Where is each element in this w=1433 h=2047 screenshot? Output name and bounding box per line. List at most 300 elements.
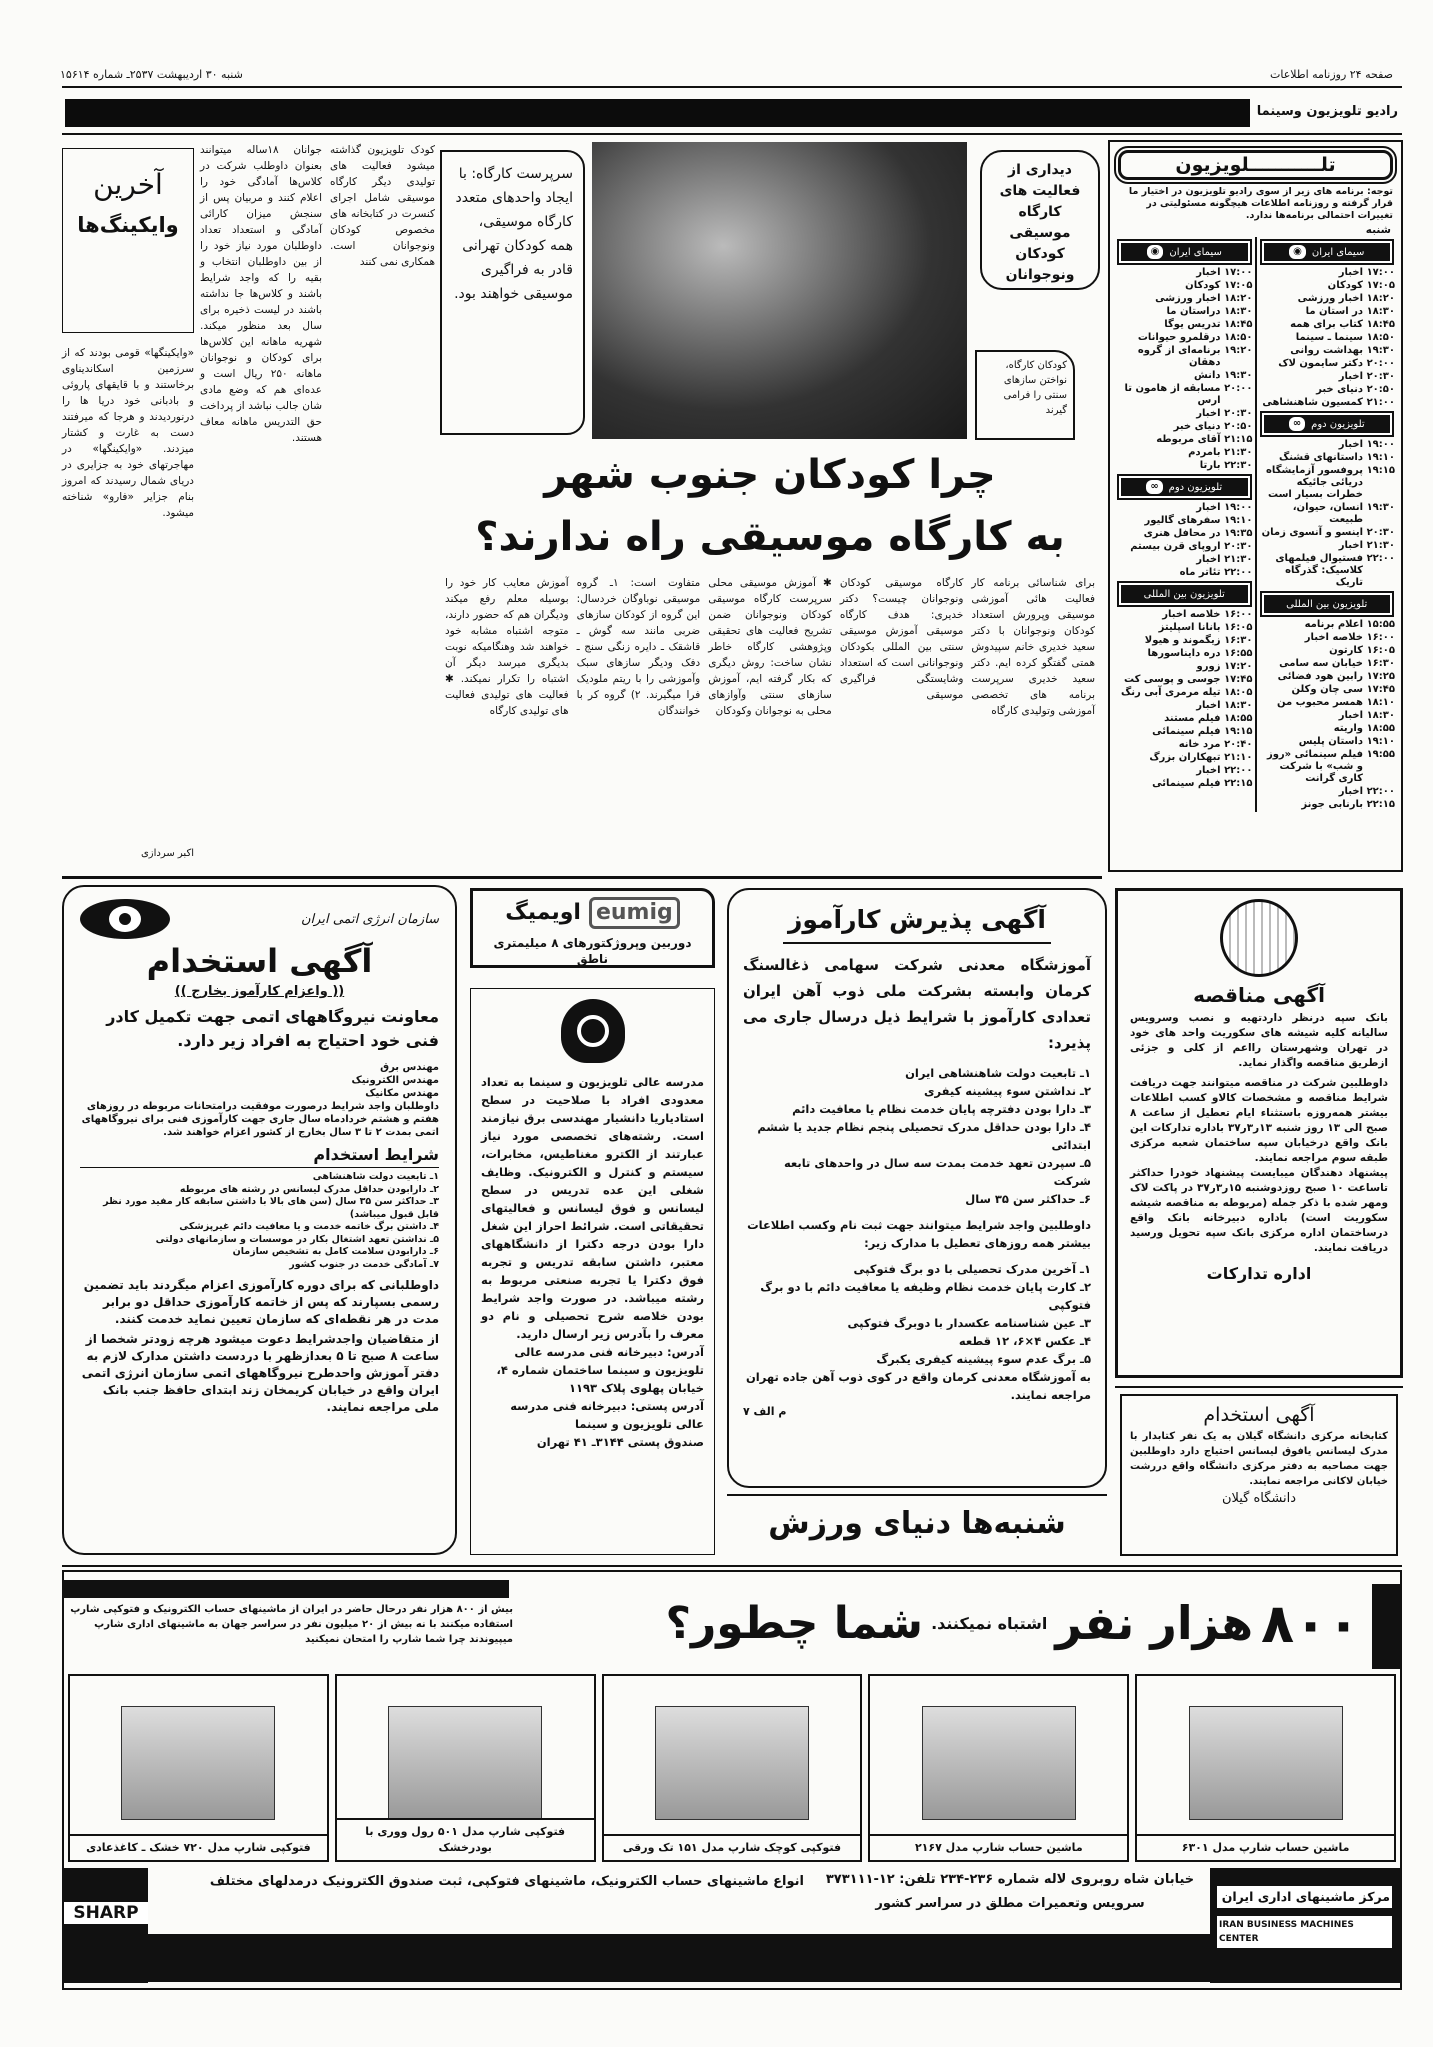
- product-caption: ماشین حساب شارپ مدل ۲۱۶۷: [870, 1834, 1127, 1860]
- schedule-row: [1116, 567, 1253, 579]
- program-time: ۱۸:۳۰: [1366, 710, 1395, 721]
- list-item: ۴ـ داشتن برگ خاتمه خدمت و یا معافیت دائم غیرپزشکی: [179, 1221, 439, 1232]
- center-address: خیابان شاه روبروی لاله شماره ۲۳۶-۲۳۴ تلفن: ۱۲-۳۷۳۱۱۱: [825, 1872, 1195, 1887]
- ad-title: آگهی استخدام: [146, 942, 373, 980]
- page-number: صفحه ۲۴ روزنامه اطلاعات: [1269, 68, 1393, 81]
- program-time: ۲۰:۴۰: [1224, 739, 1253, 750]
- ad-lead: معاونت نیروگاههای اتمی جهت تکمیل کادر فنی خود احتیاج به افراد زیر دارد.: [106, 1007, 439, 1050]
- schedule-row: [1259, 293, 1396, 305]
- aeoi-logo-icon: [80, 899, 170, 939]
- program-time: ۱۵:۵۵: [1366, 619, 1395, 630]
- program-time: ۱۹:۳۵: [1224, 528, 1253, 539]
- product-image: [121, 1706, 275, 1820]
- program-time: ۱۹:۱۵: [1366, 465, 1395, 476]
- channel-header: [1119, 476, 1250, 498]
- headline-line-1: چرا کودکان جنوب شهر: [544, 452, 996, 498]
- program-title: دکتر سایمون لاک: [1278, 358, 1363, 369]
- program-title: تیله مرمری آبی رنگ: [1121, 687, 1221, 698]
- program-time: ۱۷:۰۰: [1366, 267, 1395, 278]
- vikings-body: «وایکینگها» قومی بودند که از سرزمین اسکاندیناوی برخاستند و با قایقهای پاروئی و بادبانی خود دریا ها را درنوردیدند و هرجا که میرفتند دست به غارت و کشتار میزدند. «وایکینگها» در مهاجرتهای خود به جزایری در دریای شمال رسیدند که امروز بنام جزایر «فارو» شناخته میشود.: [62, 347, 194, 519]
- center-name: مرکز ماشینهای اداری ایران: [1217, 1886, 1392, 1908]
- program-time: ۱۸:۱۰: [1366, 697, 1395, 708]
- schedule-row: [1259, 345, 1396, 357]
- schedule-row: [1116, 267, 1253, 279]
- program-time: ۱۸:۰۵: [1224, 687, 1253, 698]
- program-title: سی چان وکلن: [1291, 684, 1363, 695]
- product-caption: ماشین حساب شارپ مدل ۶۳۰۱: [1137, 1834, 1394, 1860]
- vikings-title-2: وایکینگ‌ها: [77, 213, 179, 237]
- job-item: مهندس برق: [380, 1062, 439, 1073]
- program-time: ۱۸:۵۰: [1224, 332, 1253, 343]
- channel-header: [1262, 241, 1393, 263]
- list-item: ۱ـ تابعیت دولت شاهنشاهی ایران: [905, 1066, 1091, 1080]
- article-column: جوانان ۱۸ساله میتوانند بعنوان داوطلب شرکت در کلاس‌ها آمادگی خود را اعلام کنند و مربیان پس از سنجش میزان کارائی آمادگی و استعداد تعداد داوطلبان مورد نیاز خود را از بین داوطلبان انتخاب و بقیه را که واجد شرایط باشند و کلاس‌ها جا نداشته باشند در لیست ذخیره برای سال بعد منظور میکند. شهریه ماهانه این کلاس‌ها برای کودکان و نوجوانان ماهانه ۲۵۰ ریال است و عده‌ای هم که وضع مادی شان جالب نباشد از پرداخت حق التدریس ماهانه معاف هستند.: [200, 144, 322, 444]
- ad-paragraph: از متقاضیان واجدشرایط دعوت میشود هرچه زودتر شخصا از ساعت ۸ صبح تا ۵ بعدازظهر با دردست داشتن مدارک لازم به دفتر آموزش واحدطرح نیروگاههای اتمی سازمان انرژی اتمی ایران واقع در خیابان کریمخان زند ابتدای حافظ جنب بانک ملی مراجعه نمایند.: [81, 1332, 439, 1414]
- eumig-ad: [470, 888, 715, 968]
- program-title: اخبار ورزشی: [1297, 293, 1363, 304]
- program-time: ۱۹:۱۰: [1366, 452, 1395, 463]
- program-time: ۱۶:۰۵: [1366, 645, 1395, 656]
- program-time: ۲۲:۱۵: [1224, 778, 1253, 789]
- section-banner: [65, 99, 1250, 127]
- program-title: فیلم سینمائی: [1152, 778, 1221, 789]
- program-time: ۱۹:۳۰: [1224, 370, 1253, 381]
- ad-paragraph: داوطلبین شرکت در مناقصه میتوانند جهت دریافت شرایط مناقصه و مشخصات کالاو کسب اطلاعات بیشتر همه‌روزه باستثناء ایام تعطیل از ساعت ۸ صبح الی ۱۳ روز شنبه ۱۳ر۳ر۳۷ باداره تدارکات این بانک واقع درخیابان سپه ساختمان شعبه مرکزی طبقه سوم مراجعه نمایند.: [1130, 1077, 1388, 1164]
- channel-name: تلویزیون دوم: [1168, 481, 1223, 493]
- ad-lead: آموزشگاه معدنی شرکت سهامی ذغالسنگ کرمان وابسته بشرکت ملی ذوب آهن ایران تعدادی کارآموز با شرایط ذیل درسال جاری می پذیرد:: [743, 956, 1091, 1052]
- photo-caption: کودکان کارگاه، نواختن سازهای سنتی را فرامی گیرند: [975, 350, 1075, 440]
- program-time: ۱۸:۵۵: [1224, 713, 1253, 724]
- program-title: اخبار: [1338, 371, 1363, 382]
- schedule-row: [1259, 684, 1396, 696]
- program-title: پروفسور آزمایشگاه دریائی جائیکه خطرات بسیار است: [1266, 465, 1363, 500]
- product-card: [602, 1674, 863, 1862]
- list-item: ۴ـ دارا بودن حداقل مدرک تحصیلی پنجم نظام جدید یا ششم ابتدائی: [757, 1120, 1091, 1152]
- eumig-tagline: دوربین وپروژکتورهای ۸ میلیمتری ناطق: [493, 936, 692, 966]
- program-time: ۲۱:۳۰: [1224, 554, 1253, 565]
- program-time: ۲۱:۳۰: [1366, 540, 1395, 551]
- schedule-row: [1116, 528, 1253, 540]
- program-title: خلاصه اخبار: [1304, 632, 1363, 643]
- section-title: رادیو تلویزیون وسینما: [1256, 104, 1398, 119]
- program-time: ۱۸:۲۰: [1366, 293, 1395, 304]
- tv-columns: [1114, 237, 1397, 812]
- schedule-row: [1259, 306, 1396, 318]
- product-card: [335, 1674, 596, 1862]
- schedule-row: [1259, 799, 1396, 811]
- tv-schedule: [1108, 140, 1403, 872]
- program-time: ۱۹:۰۰: [1366, 439, 1395, 450]
- photo-child-playing-santur: [592, 142, 967, 439]
- program-title: اخبار: [1338, 267, 1363, 278]
- list-item: ۱ـ آخرین مدرک تحصیلی با دو برگ فتوکپی: [853, 1262, 1091, 1276]
- article-column: کارگاه موسیقی کودکان ونوجوانان چیست؟ دکتر خدیری: هدف کارگاه موسیقی آموزش موسیقی سنتی بین المللی بکودکان ونوجوانانی است که استعداد وشایستگی فراگیری موسیقی: [839, 577, 964, 701]
- program-title: مرد خانه: [1178, 739, 1221, 750]
- schedule-row: [1116, 502, 1253, 514]
- eumig-name-fa: اویمیگ: [505, 900, 581, 925]
- job-item: مهندس الکترونیک: [351, 1075, 439, 1086]
- program-title: درقلمرو حیوانات: [1137, 332, 1221, 343]
- program-title: دنیای خبر: [1316, 384, 1363, 395]
- program-title: بارتا: [1199, 460, 1221, 471]
- schedule-row: [1116, 713, 1253, 725]
- program-title: اعلام برنامه: [1304, 619, 1363, 630]
- vikings-title-box: [62, 148, 194, 333]
- article-column: متفاوت است: ۱ـ گروه موسیقی نوباوگان خردسال: این گروه از کودکان سازهای ضربی مانند سه گوش ـ قاشقک ـ دایره زنگی سنج ـ دفک ودیگر سازهای سبک وآموزشی را با ریتم ملودیک فرا میگیرند. ۲) گروه کر با خوانندگان: [576, 577, 701, 717]
- schedule-row: [1116, 554, 1253, 566]
- schedule-row: [1116, 306, 1253, 318]
- schedule-row: [1116, 408, 1253, 420]
- schedule-row: [1116, 674, 1253, 686]
- ad-paragraph: بانک سپه درنظر داردتهیه و نصب وسرویس سالیانه کلیه شیشه های سکوریت واحد های خود در تهران وشهرستان رااعم از کلی و جزئی ازطریق مناقصه واگذار نماید.: [1130, 1012, 1388, 1069]
- article-column: کودک تلویزیون گذاشته میشود فعالیت های تولیدی دیگر کارگاه موسیقی شامل اجرای کنسرت در کتابخانه های مخصوص کودکان ونوجوانان است. همکاری نمی کنند: [330, 144, 435, 268]
- ad-signature: اداره تدارکات: [1206, 1264, 1312, 1283]
- program-time: ۱۸:۳۰: [1224, 306, 1253, 317]
- headline-number: ۸۰۰: [1261, 1591, 1360, 1655]
- decorative-bar: [1372, 1584, 1400, 1669]
- headline: [445, 444, 1095, 568]
- program-title: همسر محبوب من: [1277, 697, 1363, 708]
- program-title: دراستان ما: [1166, 306, 1221, 317]
- schedule-row: [1259, 658, 1396, 670]
- program-title: دانش: [1194, 370, 1221, 381]
- schedule-row: [1259, 723, 1396, 735]
- list-item: ۵ـ برگ عدم سوء پیشینه کیفری یکبرگ: [876, 1352, 1091, 1366]
- schedule-row: [1116, 383, 1253, 407]
- program-title: برنامه‌ای از گروه دهقان: [1137, 345, 1221, 368]
- schedule-row: [1259, 645, 1396, 657]
- program-time: ۱۷:۰۰: [1224, 267, 1253, 278]
- decorative-bar: [64, 1580, 509, 1598]
- schedule-row: [1116, 622, 1253, 634]
- divider: [727, 1494, 1107, 1496]
- program-title: کتاب برای همه: [1290, 319, 1363, 330]
- conditions-list: [80, 1171, 439, 1271]
- program-time: ۱۸:۳۰: [1366, 306, 1395, 317]
- program-time: ۱۷:۰۵: [1224, 280, 1253, 291]
- program-title: اخبار: [1196, 408, 1221, 419]
- tv-day: شنبه: [1365, 224, 1391, 236]
- list-item: ۳ـ عین شناسنامه عکسدار با دوبرگ فتوکپی: [847, 1316, 1091, 1330]
- program-time: ۱۶:۰۰: [1224, 609, 1253, 620]
- program-title: اخبار: [1338, 439, 1363, 450]
- program-title: اخبار: [1196, 554, 1221, 565]
- headline-question: شما چطور؟: [665, 1597, 924, 1649]
- documents-list: [743, 1260, 1091, 1368]
- program-title: سینما ـ سینما: [1295, 332, 1363, 343]
- sharp-headline: [520, 1578, 1360, 1668]
- schedule-row: [1116, 700, 1253, 712]
- program-time: ۱۸:۴۵: [1224, 319, 1253, 330]
- list-item: ۲ـ نداشتن سوء پیشینه کیفری: [923, 1084, 1091, 1098]
- schedule-row: [1259, 319, 1396, 331]
- program-title: بانانا اسپلیتز: [1158, 622, 1221, 633]
- schedule-row: [1259, 786, 1396, 798]
- program-time: ۲۰:۳۰: [1366, 527, 1395, 538]
- school-body: مدرسه عالی تلویزیون و سینما به تعداد معدودی افراد با صلاحیت در سطح استادیاریا دانشیار مهندسی برق نیازمند است. رشته‌های تخصصی مورد نیاز عبارتند از الکترو مغناطیس، مخابرات، سیستم و کنترل و الکترونیک. وظایف شغلی این عده تدریس در سطح لیسانس و فوق لیسانس و فعالیتهای تحقیقاتی است. شرائط احراز این شغل دارا بودن درجه دکترا از دانشگاههای معتبر، داشتن سابقه تدریس و تجربه فوق دکترا یا تجربه صنعتی مربوط به رشته میباشد. در صورت واجد شرایط بودن خلاصه شرح تحصیلی و نام دو معرف را بآدرس زیر ارسال دارید.: [481, 1075, 704, 1341]
- divider: [62, 876, 1102, 879]
- program-title: داستان پلیس: [1298, 736, 1363, 747]
- program-title: جوسی و پوسی کت: [1124, 674, 1221, 685]
- product-image: [1189, 1706, 1343, 1820]
- product-caption: فتوکپی شارپ مدل ۷۲۰ خشک ـ کاغذعادی: [70, 1834, 327, 1860]
- camera-icon: ◉: [1147, 245, 1164, 259]
- schedule-row: [1259, 619, 1396, 631]
- org-name: سازمان انرژی اتمی ایران: [301, 911, 439, 927]
- program-time: ۱۸:۴۵: [1366, 319, 1395, 330]
- schedule-row: [1259, 465, 1396, 501]
- program-title: اروپای قرن بیستم: [1130, 541, 1221, 552]
- program-time: ۲۲:۰۰: [1224, 765, 1253, 776]
- sharp-logo: SHARP: [64, 1902, 148, 1924]
- program-title: کودکان: [1185, 280, 1221, 291]
- product-card: [68, 1674, 329, 1862]
- list-item: ۵ـ سپردن تعهد خدمت بمدت سه سال در واحدهای تابعه شرکت: [783, 1156, 1091, 1188]
- program-time: ۱۸:۵۰: [1366, 332, 1395, 343]
- program-title: اخبار: [1338, 710, 1363, 721]
- channel-header: [1262, 413, 1393, 435]
- program-time: ۱۹:۰۰: [1224, 502, 1253, 513]
- program-time: ۱۶:۵۵: [1224, 648, 1253, 659]
- program-time: ۱۹:۲۰: [1224, 345, 1253, 356]
- schedule-row: [1116, 739, 1253, 751]
- schedule-row: [1116, 752, 1253, 764]
- list-item: ۵ـ نداشتن تعهد اشتغال بکار در موسسات و سازمانهای دولتی: [155, 1233, 439, 1245]
- program-title: کارتون: [1329, 645, 1363, 656]
- schedule-row: [1259, 553, 1396, 589]
- schedule-row: [1116, 280, 1253, 292]
- program-title: در محافل هنری: [1143, 528, 1221, 539]
- schedule-row: [1259, 736, 1396, 748]
- product-image: [388, 1706, 542, 1820]
- schedule-row: [1259, 439, 1396, 451]
- program-time: ۱۷:۴۵: [1224, 674, 1253, 685]
- school-address: آدرس: دبیرخانه فنی مدرسه عالی تلویزیون و سینما ساختمان شماره ۴، خیابان پهلوی پلاک ۱۱۹۳: [496, 1345, 704, 1395]
- atomic-energy-ad: [62, 885, 457, 1555]
- product-image: [655, 1706, 809, 1820]
- program-time: ۱۶:۳۰: [1366, 658, 1395, 669]
- program-time: ۱۸:۵۵: [1366, 723, 1395, 734]
- schedule-row: [1116, 778, 1253, 790]
- program-title: خیابان سه سامی: [1279, 658, 1363, 669]
- program-time: ۲۱:۱۵: [1224, 434, 1253, 445]
- ad-title: آگهی مناقصه: [1193, 983, 1325, 1007]
- program-time: ۱۹:۱۵: [1224, 726, 1253, 737]
- program-time: ۲۲:۰۰: [1224, 567, 1253, 578]
- decorative-bar: [148, 1934, 1214, 1982]
- program-time: ۲۲:۱۵: [1366, 799, 1395, 810]
- ad-signature: دانشگاه گیلان: [1221, 1491, 1297, 1506]
- program-title: بهداشت روانی: [1290, 345, 1363, 356]
- program-title: اخبار: [1196, 700, 1221, 711]
- sports-teaser: شنبه‌ها دنیای ورزش: [768, 1506, 1066, 1541]
- tv-cinema-school-ad: [470, 988, 715, 1555]
- pull-quote: سرپرست کارگاه: با ایجاد واحدهای متعدد کارگاه موسیقی، همه کودکان تهرانی قادر به فراگیری موسیقی خواهند بود.: [440, 150, 585, 435]
- program-time: ۲۰:۳۰: [1224, 408, 1253, 419]
- program-time: ۱۹:۳۰: [1366, 345, 1395, 356]
- list-item: ۷ـ آمادگی خدمت در جنوب کشور: [289, 1258, 439, 1270]
- product-card: [868, 1674, 1129, 1862]
- product-card: [1135, 1674, 1396, 1862]
- ad-subtitle: (( واعزام کارآموز بخارج )): [174, 984, 345, 999]
- program-time: ۱۷:۲۵: [1366, 671, 1395, 682]
- program-title: فستیوال فیلمهای کلاسیک: گذرگاه تاریک: [1275, 553, 1363, 588]
- schedule-row: [1116, 765, 1253, 777]
- schedule-row: [1259, 502, 1396, 526]
- program-title: زیگموند و هیولا: [1144, 635, 1221, 646]
- job-list: [80, 1061, 439, 1139]
- article-body: [445, 575, 1095, 870]
- program-title: بامردم: [1188, 447, 1221, 458]
- job-item: مهندس مکانیک: [365, 1088, 439, 1099]
- channel-two-icon: ∞: [1146, 480, 1162, 494]
- sharp-ad: [62, 1570, 1402, 1990]
- program-time: ۲۲:۰۰: [1366, 786, 1395, 797]
- byline: اکبر سردازی: [140, 848, 194, 859]
- divider: [62, 86, 1402, 88]
- program-title: واریته: [1333, 723, 1363, 734]
- schedule-row: [1259, 358, 1396, 370]
- schedule-row: [1116, 345, 1253, 369]
- apprentice-ad: [727, 888, 1107, 1488]
- program-title: اخبار: [1196, 502, 1221, 513]
- program-title: داستانهای قشنگ: [1278, 452, 1363, 463]
- schedule-row: [1116, 434, 1253, 446]
- list-item: ۳ـ حداکثر سن ۳۵ سال (سن های بالا با داشتن سابقه کار مفید مورد نظر قابل قبول میباشد): [103, 1196, 439, 1220]
- program-time: ۱۸:۳۰: [1224, 700, 1253, 711]
- list-item: ۱ـ تابعیت دولت شاهنشاهی: [312, 1171, 439, 1182]
- tv-column: [1255, 237, 1398, 812]
- headline-small: اشتباه نمیکنند.: [931, 1613, 1048, 1633]
- schedule-row: [1259, 632, 1396, 644]
- product-range: انواع ماشینهای حساب الکترونیک، ماشینهای فتوکپی، ثبت صندوق الکترونیک درمدلهای مختلف: [209, 1874, 804, 1889]
- program-title: انسان، حیوان، طبیعت: [1292, 502, 1363, 525]
- tv-column: [1114, 237, 1255, 812]
- channel-two-icon: ∞: [1289, 417, 1305, 431]
- program-time: ۲۲:۰۰: [1366, 553, 1395, 564]
- school-pobox: صندوق پستی ۳۱۴۴ـ ۴۱ تهران: [536, 1435, 704, 1449]
- channel-name: سیمای ایران: [1311, 246, 1365, 258]
- program-time: ۲۲:۳۰: [1224, 460, 1253, 471]
- ad-paragraph: داوطلبانی که برای دوره کارآموزی اعزام میگردند باید تضمین رسمی بسپارند که پس از خاتمه کارآموزی حداقل دو برابر مدت در هر نقطه‌ای که سازمان تعیین نماید خدمت کنند.: [83, 1278, 439, 1326]
- ad-paragraph: کتابخانه مرکزی دانشگاه گیلان به یک نفر کتابدار با مدرک لیسانس یافوق لیسانس احتیاج دارد داوطلبین جهت مصاحبه به دفتر مرکزی دانشگاه واقع دررشت خیابان لاکانی مراجعه نمایند.: [1130, 1431, 1388, 1487]
- program-time: ۱۶:۰۰: [1366, 632, 1395, 643]
- jobs-note: داوطلبان واجد شرایط درصورت موفقیت درامتحانات مربوطه در روزهای هفتم و هشتم خردادماه سال جاری جهت کارآموزی فنی برای نیروگاههای اتمی بمدت ۲ تا ۳ سال بخارج از کشور اعزام خواهند شد.: [81, 1101, 439, 1138]
- schedule-row: [1116, 687, 1253, 699]
- program-title: فیلم مستند: [1164, 713, 1221, 724]
- program-time: ۲۰:۵۰: [1366, 384, 1395, 395]
- program-time: ۱۷:۲۰: [1224, 661, 1253, 672]
- program-title: اخبار: [1338, 786, 1363, 797]
- program-title: مسابقه از هامون تا ارس: [1124, 383, 1221, 406]
- program-title: تبهکاران بزرگ: [1149, 752, 1221, 763]
- ad-title: آگهی استخدام: [1203, 1404, 1315, 1426]
- school-emblem-icon: [561, 999, 625, 1063]
- article-column: ✱ آموزش موسیقی محلی سرپرست کارگاه موسیقی کودکان ونوجوانان ضمن تشریح فعالیت های تحقیقی وپژوهشی کارگاه خاطر نشان ساخت: روش دیگری که بکار گرفته ایم، آموزش سازهای سنتی وآوازهای محلی به نوجوانان وکودکان: [708, 577, 832, 717]
- program-time: ۱۶:۳۰: [1224, 635, 1253, 646]
- list-item: ۳ـ دارا بودن دفترچه پایان خدمت نظام یا معافیت دائم: [792, 1102, 1091, 1116]
- channel-name: تلویزیون بین المللی: [1143, 588, 1225, 600]
- program-title: اخبار: [1338, 540, 1363, 551]
- camera-icon: ◉: [1289, 245, 1306, 259]
- schedule-row: [1116, 661, 1253, 673]
- schedule-row: [1259, 267, 1396, 279]
- program-title: اخبار: [1196, 765, 1221, 776]
- program-time: ۲۱:۰۰: [1366, 397, 1395, 408]
- schedule-row: [1259, 697, 1396, 709]
- divider: [1115, 1386, 1403, 1388]
- headline-main: هزار نفر: [1055, 1596, 1254, 1650]
- program-time: ۲۰:۰۰: [1224, 383, 1253, 394]
- product-caption: فتوکپی کوچک شارپ مدل ۱۵۱ تک ورقی: [604, 1834, 861, 1860]
- program-title: کودکان: [1327, 280, 1363, 291]
- article-column: آموزش معایب کار خود را بوسیله معلم رفع میکند ودیگران هم که حضور دارند، متوجه اشتباه مشابه خود خواهند شد وهنگامیکه نوبت بدیگری میرسد دیگر آن اشتباه را تکرار نمیکند. ✱ فعالیت های تولیدی فعالیت های تولیدی کارگاه: [445, 577, 569, 717]
- channel-header: [1119, 241, 1250, 263]
- tender-ad: [1115, 888, 1403, 1378]
- program-time: ۱۹:۱۰: [1366, 736, 1395, 747]
- schedule-row: [1259, 280, 1396, 292]
- article-column: برای شناسائی برنامه کار فعالیت هائی آموزشی موسیقی وپرورش استعداد کودکان ونوجوانان با دکتر سعید خدیری خانم سپیدوش همتی گفتگو کرده ایم. دکتر سعید خدیری سرپرست برنامه های تخصصی آموزشی وتولیدی کارگاه: [971, 577, 1095, 717]
- program-title: دنیای خبر: [1173, 421, 1221, 432]
- divider: [62, 1565, 1402, 1567]
- vikings-title-1: آخرین: [93, 168, 163, 201]
- program-time: ۱۹:۳۰: [1366, 502, 1395, 513]
- divider: [62, 133, 1402, 135]
- product-row: [64, 1674, 1400, 1862]
- school-postal: آدرس پستی: دبیرخانه فنی مدرسه عالی تلویزیون و سینما: [510, 1399, 704, 1431]
- decorative-bar: [64, 1868, 148, 1983]
- program-title: دره دایناسورها: [1147, 648, 1221, 659]
- program-time: ۱۷:۴۵: [1366, 684, 1395, 695]
- program-title: بارنابی جونز: [1301, 799, 1363, 810]
- article-kicker: دیداری از فعالیت های کارگاه موسیقی کودکان ونوجوانان: [980, 150, 1100, 290]
- program-title: تدریس یوگا: [1164, 319, 1221, 330]
- schedule-row: [1116, 370, 1253, 382]
- program-time: ۱۸:۲۰: [1224, 293, 1253, 304]
- program-time: ۱۹:۵۵: [1366, 749, 1395, 760]
- channel-name: تلویزیون بین المللی: [1286, 598, 1368, 610]
- sharp-intro: بیش از ۸۰۰ هزار نفر درحال حاضر در ایران از ماشینهای حساب الکترونیک و فتوکپی شارپ استفاده میکنند با نه بیش از ۲۰ میلیون نفر در سراسر جهان به ماشینهای اداری شارپ میپیوندند چرا شما شارپ را امتحان نمیکنید: [70, 1604, 513, 1645]
- program-time: ۲۰:۵۰: [1224, 421, 1253, 432]
- product-caption: فتوکپی شارپ مدل ۵۰۱ رول ووری با بودرخشک: [337, 1818, 594, 1860]
- schedule-row: [1259, 527, 1396, 539]
- list-item: ۲ـ دارابودن حداقل مدرک لیسانس در رشته های مربوطه: [179, 1183, 439, 1195]
- schedule-row: [1259, 371, 1396, 383]
- schedule-row: [1259, 540, 1396, 552]
- schedule-row: [1116, 460, 1253, 472]
- conditions-list: [743, 1064, 1091, 1208]
- program-time: ۲۱:۱۰: [1224, 752, 1253, 763]
- schedule-row: [1116, 421, 1253, 433]
- schedule-row: [1259, 452, 1396, 464]
- ad-code: م الف ۷: [743, 1405, 787, 1418]
- channel-header: [1262, 593, 1393, 615]
- program-time: ۱۶:۰۵: [1224, 622, 1253, 633]
- schedule-row: [1116, 541, 1253, 553]
- schedule-row: [1116, 635, 1253, 647]
- program-title: در استان ما: [1305, 306, 1363, 317]
- program-title: اخبار: [1196, 267, 1221, 278]
- program-title: کمسیون شاهنشاهی: [1262, 397, 1363, 408]
- program-title: اخبار ورزشی: [1155, 293, 1221, 304]
- program-title: رابین هود فضائی: [1277, 671, 1363, 682]
- schedule-row: [1259, 749, 1396, 785]
- tv-title: تلـــــــــــلویزیون: [1118, 150, 1393, 180]
- list-item: ۴ـ عکس ۴×۶، ۱۲ قطعه: [958, 1334, 1091, 1348]
- list-item: ۶ـ حداکثر سن ۳۵ سال: [965, 1192, 1091, 1206]
- channel-name: سیمای ایران: [1169, 246, 1222, 258]
- conditions-title: شرایط استخدام: [80, 1143, 439, 1168]
